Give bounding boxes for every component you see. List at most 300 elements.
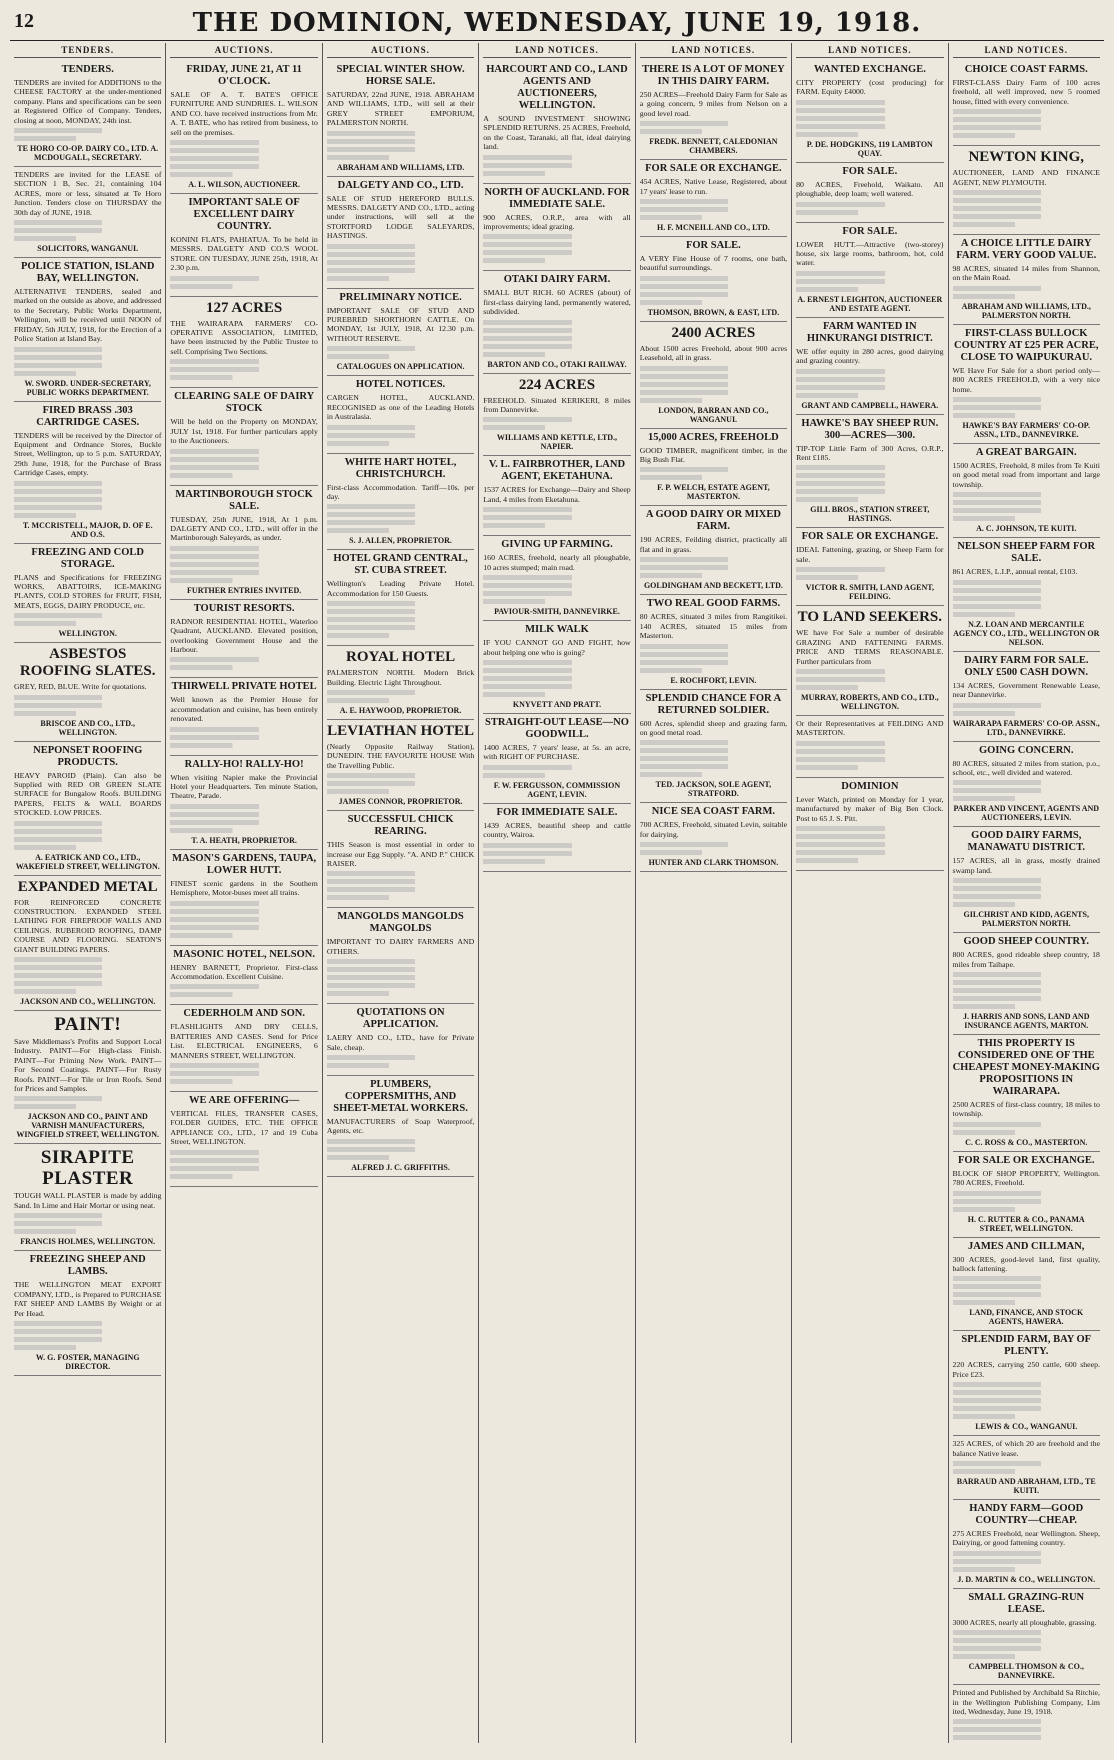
advertisement — [953, 1238, 1100, 1332]
ad-body-text: IDEAL Fattening, grazing, or Sheep Farm for sale. — [796, 545, 944, 564]
filler-line — [327, 354, 430, 359]
filler-line — [796, 132, 899, 137]
ad-body-text: VERTICAL FILES, TRANSFER CASES, FOLDER GUIDES, ETC. THE OFFICE APPLIANCE CO., LTD., 17 and 19 Cuba Street, WELLINGTON. — [170, 1109, 318, 1147]
ad-signature: GOLDINGHAM AND BECKETT, LTD. — [643, 581, 783, 591]
filler-line — [953, 1191, 1100, 1196]
ad-body-text: A VERY Fine House of 7 rooms, one bath, beautiful surroundings. — [639, 254, 788, 273]
ad-filler-lines — [640, 740, 787, 777]
filler-line — [327, 983, 474, 988]
ad-headline: EXPANDED METAL — [17, 878, 158, 895]
ad-filler-lines — [483, 417, 630, 430]
filler-line — [170, 554, 317, 559]
ad-signature: A. C. JOHNSON, TE KUITI. — [976, 524, 1077, 534]
filler-line — [796, 575, 899, 580]
filler-line — [14, 363, 161, 368]
filler-line — [327, 959, 474, 964]
ad-signature: ABRAHAM AND WILLIAMS, LTD. — [336, 162, 465, 172]
column-6 — [792, 43, 948, 1743]
ad-signature: A. E. HAYWOOD, PROPRIETOR. — [339, 705, 462, 715]
ad-headline: DALGETY AND CO., LTD. — [337, 179, 464, 191]
filler-line — [327, 698, 430, 703]
ad-body-text: 1400 ACRES, 7 years' lease, at 5s. an acre, with RIGHT OF PURCHASE. — [483, 742, 631, 762]
filler-line — [14, 1221, 161, 1226]
ad-signature: BRISCOE AND CO., LTD., WELLINGTON. — [40, 718, 136, 737]
filler-line — [953, 397, 1100, 402]
ad-filler-lines — [483, 155, 630, 176]
filler-line — [953, 796, 1056, 801]
filler-line — [953, 133, 1056, 138]
filler-line — [796, 210, 899, 215]
filler-line — [327, 617, 474, 622]
filler-line — [327, 633, 430, 638]
ad-filler-lines — [796, 369, 943, 398]
filler-line — [796, 124, 943, 129]
ad-headline: SPECIAL WINTER SHOW. HORSE SALE. — [336, 64, 465, 87]
ad-signature: MURRAY, ROBERTS, AND CO., LTD., WELLINGTON. — [801, 692, 939, 711]
columns-container — [10, 43, 1104, 1743]
ad-signature: HUNTER AND CLARK THOMSON. — [648, 858, 779, 868]
filler-line — [170, 1166, 317, 1171]
filler-line — [640, 652, 787, 657]
filler-line — [327, 433, 474, 438]
ad-filler-lines — [640, 557, 787, 578]
filler-line — [640, 366, 787, 371]
ad-signature: JACKSON AND CO., WELLINGTON. — [20, 997, 156, 1007]
ad-filler-lines — [170, 901, 317, 938]
ad-signature: KNYVETT AND PRATT. — [512, 699, 602, 709]
filler-line — [640, 842, 787, 847]
ad-body-text: TENDERS are invited for ADDITIONS to the CHEESE FACTORY at the under-mentioned company. Plans and specifications can be seen at Registered Office of Company. Tenders, closing at noon, MONDAY, 24th inst. — [14, 78, 162, 125]
ad-filler-lines — [953, 780, 1100, 801]
advertisement — [640, 506, 787, 595]
ad-body-text: THE WELLINGTON MEAT EXPORT COMPANY, LTD., is Prepared to PURCHASE FAT SHEEP AND LAMBS By Weight or at Per Head. — [14, 1280, 162, 1318]
ad-filler-lines — [327, 601, 474, 638]
filler-line — [14, 621, 117, 626]
column-5 — [636, 43, 792, 1743]
ad-headline: SMALL GRAZING-RUN LEASE. — [968, 1591, 1085, 1615]
advertisement — [327, 550, 474, 646]
filler-line — [796, 489, 943, 494]
filler-line — [483, 676, 630, 681]
advertisement — [953, 146, 1100, 235]
filler-line — [170, 449, 317, 454]
ad-filler-lines — [953, 109, 1100, 138]
filler-line — [14, 481, 161, 486]
filler-line — [953, 988, 1100, 993]
filler-line — [953, 405, 1100, 410]
filler-line — [640, 121, 787, 126]
ad-filler-lines — [170, 276, 317, 289]
ad-body-text: WE have For Sale a number of desirable GRAZING AND FATTENING FARMS. PRICE AND TERMS REASONABLE. Further particulars from — [796, 628, 944, 666]
filler-line — [170, 933, 273, 938]
filler-line — [953, 1004, 1056, 1009]
ad-headline: IMPORTANT SALE OF EXCELLENT DAIRY COUNTRY. — [188, 197, 300, 233]
ad-filler-lines — [170, 1063, 317, 1084]
advertisement — [953, 235, 1100, 325]
filler-line — [170, 992, 273, 997]
ad-filler-lines — [796, 826, 943, 863]
filler-line — [170, 1158, 317, 1163]
filler-line — [640, 467, 787, 472]
advertisement — [796, 778, 943, 871]
ad-filler-lines — [796, 669, 943, 690]
filler-line — [483, 425, 586, 430]
advertisement — [14, 643, 161, 741]
filler-line — [953, 206, 1100, 211]
column-4 — [479, 43, 635, 1743]
filler-line — [796, 685, 899, 690]
ad-signature: A. L. WILSON, AUCTIONEER. — [188, 180, 300, 190]
filler-line — [327, 1055, 474, 1060]
filler-line — [796, 385, 943, 390]
ad-body-text: 190 ACRES, Feilding district, practically all flat and in grass. — [639, 535, 788, 554]
ad-signature: W. G. FOSTER, MANAGING DIRECTOR. — [35, 1352, 140, 1371]
ad-headline: FRIDAY, JUNE 21, AT 11 O'CLOCK. — [186, 64, 302, 87]
ad-filler-lines — [170, 449, 317, 478]
filler-line — [796, 567, 943, 572]
ad-headline: FIRED BRASS .303 CARTRIDGE CASES. — [36, 404, 140, 428]
filler-line — [953, 972, 1100, 977]
advertisement — [327, 177, 474, 289]
ad-headline: MASON'S GARDENS, TAUPA, LOWER HUTT. — [172, 852, 317, 876]
ad-body-text: 157 ACRES, all in grass, mostly drained swamp land. — [952, 856, 1100, 875]
column-3 — [323, 43, 479, 1743]
filler-line — [170, 828, 273, 833]
ad-filler-lines — [327, 425, 474, 446]
filler-line — [327, 991, 430, 996]
filler-line — [327, 975, 474, 980]
ad-headline: SPLENDID FARM, BAY OF PLENTY. — [961, 1334, 1092, 1358]
advertisement — [640, 160, 787, 237]
ad-body-text: A SOUND INVESTMENT SHOWING SPLENDID RETURNS. 25 ACRES, Freehold, on the Coast, Taranaki, all flat, ideal dairying land. — [483, 114, 631, 152]
filler-line — [170, 1071, 317, 1076]
filler-line — [483, 328, 630, 333]
filler-line — [953, 117, 1100, 122]
filler-line — [953, 1469, 1056, 1474]
filler-line — [483, 523, 586, 528]
filler-line — [953, 1551, 1100, 1556]
ad-headline: TO LAND SEEKERS. — [797, 609, 942, 626]
filler-line — [14, 505, 161, 510]
ad-headline: HANDY FARM—GOOD COUNTRY—CHEAP. — [969, 1503, 1084, 1526]
filler-line — [170, 578, 273, 583]
filler-line — [640, 573, 743, 578]
advertisement — [640, 61, 787, 160]
ad-headline: SPLENDID CHANCE FOR A RETURNED SOLDIER. — [645, 692, 782, 716]
ad-body-text: 275 ACRES Freehold, near Wellington. Sheep, Dairying, or good fattening country. — [952, 1529, 1100, 1548]
ad-headline: 224 ACRES — [518, 376, 596, 393]
filler-line — [327, 260, 474, 265]
filler-line — [14, 845, 117, 850]
filler-line — [327, 609, 474, 614]
filler-line — [796, 842, 943, 847]
ad-body-text: CITY PROPERTY (cost producing) for FARM. Equity £4000. — [796, 78, 944, 97]
filler-line — [796, 465, 943, 470]
filler-line — [953, 1130, 1056, 1135]
ad-headline: LEVIATHAN HOTEL — [327, 722, 474, 739]
filler-line — [170, 743, 273, 748]
ad-body-text: WE Have For Sale for a short period only—800 ACRES FREEHOLD, with a very nice home. — [952, 365, 1100, 394]
filler-line — [483, 320, 630, 325]
ad-headline: TOURIST RESORTS. — [193, 602, 295, 614]
filler-line — [796, 749, 943, 754]
ad-filler-lines — [170, 359, 317, 380]
filler-line — [796, 850, 943, 855]
filler-line — [640, 292, 787, 297]
filler-line — [640, 756, 787, 761]
ad-headline: OTAKI DAIRY FARM. — [503, 274, 611, 286]
filler-line — [14, 1213, 161, 1218]
filler-line — [640, 199, 787, 204]
filler-line — [953, 1390, 1100, 1395]
filler-line — [483, 234, 630, 239]
filler-line — [170, 140, 317, 145]
filler-line — [170, 172, 273, 177]
ad-signature: LONDON, BARRAN AND CO., WANGANUI. — [658, 405, 769, 424]
filler-line — [483, 155, 630, 160]
ad-filler-lines — [953, 1461, 1100, 1474]
ad-body-text: 3000 ACRES, nearly all ploughable, grassing. — [952, 1617, 1097, 1627]
filler-line — [953, 588, 1100, 593]
filler-line — [170, 657, 317, 662]
advertisement — [796, 163, 943, 223]
ad-filler-lines — [483, 507, 630, 528]
filler-line — [953, 1398, 1100, 1403]
advertisement — [953, 652, 1100, 742]
filler-line — [483, 417, 630, 422]
filler-line — [483, 668, 630, 673]
ad-filler-lines — [953, 1191, 1100, 1212]
ad-body-text: Lever Watch, printed on Monday for 1 year, manufactured by maker of Big Ben Clock. Post to 65 J. S. Pitt. — [796, 794, 944, 823]
ad-filler-lines — [327, 773, 474, 794]
ad-signature: W. SWORD. UNDER-SECRETARY, PUBLIC WORKS DEPARTMENT. — [24, 378, 151, 397]
filler-line — [953, 604, 1100, 609]
filler-line — [953, 703, 1100, 708]
ad-filler-lines — [327, 690, 474, 703]
ad-body-text: 80 ACRES, Freehold, Waikato. All ploughable, deep loam; well watered. — [796, 179, 944, 199]
ad-body-text: GREY, RED, BLUE. Write for quotations. — [14, 682, 147, 692]
ad-body-text: 300 ACRES, good-level land, first quality, ballock fattening. — [952, 1254, 1100, 1273]
page-number: 12 — [14, 10, 34, 32]
ad-headline: FOR IMMEDIATE SALE. — [496, 806, 618, 818]
ad-headline: SIRAPITE PLASTER — [40, 1147, 135, 1190]
advertisement — [170, 388, 317, 485]
filler-line — [483, 773, 586, 778]
filler-line — [14, 371, 117, 376]
advertisement — [170, 946, 317, 1006]
advertisement — [796, 61, 943, 163]
ad-headline: WE ARE OFFERING— — [189, 1095, 300, 1107]
ad-signature: ALFRED J. C. GRIFFITHS. — [351, 1162, 450, 1172]
ad-body-text: (Nearly Opposite Railway Station), DUNEDIN. THE FAVOURITE HOUSE With the Travelling Public. — [326, 741, 475, 770]
ad-signature: P. DE. HODGKINS, 119 LAMBTON QUAY. — [806, 139, 933, 158]
ad-filler-lines — [953, 1382, 1100, 1419]
ad-signature: THOMSON, BROWN, & EAST, LTD. — [647, 307, 780, 317]
filler-line — [953, 1461, 1100, 1466]
filler-line — [14, 973, 161, 978]
ad-body-text: HEAVY PAROID (Plain). Can also be Supplied with RED OR GREEN SLATE SURFACE for Bungalow Roofs. BUILDING PAPERS, FELTS & WALL BOARDS STOCKED. LOW PRICES. — [14, 770, 162, 818]
ad-body-text: FIRST-CLASS Dairy Farm of 100 acres freehold, all well improved, new 5 roomed house, fitted with every convenience. — [952, 78, 1100, 106]
ad-signature: WELLINGTON. — [58, 629, 117, 639]
ad-headline: A GREAT BARGAIN. — [975, 447, 1077, 459]
filler-line — [14, 1096, 161, 1101]
filler-line — [14, 1229, 117, 1234]
ad-body-text: 1439 ACRES, beautiful sheep and cattle country, Wairoa. — [483, 820, 631, 840]
ad-filler-lines — [640, 199, 787, 220]
ad-headline: TWO REAL GOOD FARMS. — [646, 598, 781, 610]
filler-line — [640, 398, 743, 403]
ad-headline: PRELIMINARY NOTICE. — [339, 291, 462, 303]
advertisement — [327, 1004, 474, 1076]
ad-signature: N.Z. LOAN AND MERCANTILE AGENCY CO., LTD., WELLINGTON OR NELSON. — [953, 619, 1100, 647]
ad-filler-lines — [796, 465, 943, 502]
filler-line — [14, 1345, 117, 1350]
filler-line — [796, 677, 943, 682]
filler-line — [640, 668, 743, 673]
advertisement — [796, 223, 943, 318]
ad-signature: ABRAHAM AND WILLIAMS, LTD., PALMERSTON NORTH. — [961, 301, 1091, 320]
ad-signature: CATALOGUES ON APPLICATION. — [336, 362, 465, 372]
filler-line — [14, 821, 161, 826]
ad-filler-lines — [327, 504, 474, 533]
filler-line — [327, 690, 474, 695]
ad-headline: 2400 ACRES — [671, 324, 756, 341]
ad-body-text: 250 ACRES—Freehold Dairy Farm for Sale as a going concern, 9 miles from Nelson on a good level road. — [639, 90, 788, 118]
ad-filler-lines — [796, 741, 943, 770]
ad-filler-lines — [953, 972, 1100, 1009]
ad-body-text: MANUFACTURERS of Soap Waterproof, Agents, etc. — [326, 1117, 475, 1136]
ad-body-text: FLASHLIGHTS AND DRY CELLS, BATTERIES AND CASES. Send for Price List. ELECTRICAL ENGINEERS, 6 MANNERS STREET, WELLINGTON. — [170, 1022, 318, 1060]
filler-line — [953, 886, 1100, 891]
filler-line — [796, 826, 943, 831]
filler-line — [14, 228, 161, 233]
filler-line — [953, 1406, 1100, 1411]
filler-line — [953, 1646, 1100, 1651]
ad-filler-lines — [953, 286, 1100, 299]
advertisement — [14, 1144, 161, 1251]
ad-signature: TED. JACKSON, SOLE AGENT, STRATFORD. — [655, 780, 772, 799]
ad-signature: BARTON AND CO., OTAKI RAILWAY. — [487, 359, 627, 369]
filler-line — [953, 1654, 1056, 1659]
ad-filler-lines — [327, 959, 474, 996]
filler-line — [953, 214, 1100, 219]
ad-headline: MARTINBOROUGH STOCK SALE. — [175, 488, 313, 512]
ad-filler-lines — [170, 140, 317, 177]
filler-line — [14, 513, 117, 518]
ad-headline: FREEZING AND COLD STORAGE. — [31, 546, 145, 570]
ad-signature: C. C. ROSS & CO., MASTERTON. — [965, 1137, 1088, 1147]
advertisement — [953, 61, 1100, 146]
ad-signature: F. P. WELCH, ESTATE AGENT, MASTERTON. — [657, 483, 770, 502]
filler-line — [953, 1276, 1100, 1281]
ad-body-text: PLANS and Specifications for FREEZING WORKS, ABATTOIRS, ICE-MAKING PLANTS, COLD STORES for FRUIT, FISH, MEATS, EGGS, DAIRY PRODUCE, etc. — [14, 572, 162, 610]
filler-line — [170, 284, 273, 289]
advertisement — [640, 429, 787, 507]
filler-line — [327, 1147, 474, 1152]
filler-line — [953, 580, 1100, 585]
ad-filler-lines — [327, 131, 474, 160]
ad-body-text: 1537 ACRES for Exchange—Dairy and Sheep Land, 4 miles from Eketahuna. — [483, 485, 631, 504]
filler-line — [640, 390, 787, 395]
advertisement — [640, 595, 787, 689]
filler-line — [796, 834, 943, 839]
ad-filler-lines — [14, 957, 161, 994]
column-2 — [166, 43, 322, 1743]
filler-line — [953, 1199, 1100, 1204]
advertisement — [327, 646, 474, 720]
filler-line — [640, 644, 787, 649]
filler-line — [327, 139, 474, 144]
filler-line — [327, 625, 474, 630]
ad-filler-lines — [953, 703, 1100, 716]
ad-signature: WILLIAMS AND KETTLE, LTD., NAPIER. — [496, 433, 618, 452]
filler-line — [14, 981, 161, 986]
ad-body-text: 134 ACRES, Government Renewable Lease, near Dannevirke. — [952, 680, 1100, 700]
filler-line — [327, 425, 474, 430]
ad-body-text: 220 ACRES, carrying 250 cattle, 600 sheep. Price £23. — [952, 1360, 1100, 1379]
ad-signature: GILL BROS., STATION STREET, HASTINGS. — [810, 505, 930, 524]
filler-line — [327, 147, 474, 152]
filler-line — [796, 116, 943, 121]
ad-headline: FOR SALE OR EXCHANGE. — [957, 1154, 1095, 1166]
filler-line — [640, 129, 743, 134]
filler-line — [953, 1382, 1100, 1387]
filler-line — [640, 207, 787, 212]
ad-body-text: THE WAIRARAPA FARMERS' CO-OPERATIVE ASSOCIATION, LIMITED, have been instructed by the Public Trustee to sell. Comprising Two Sections. — [170, 318, 318, 356]
filler-line — [327, 252, 474, 257]
filler-line — [170, 164, 317, 169]
advertisement — [14, 258, 161, 401]
ad-filler-lines — [170, 657, 317, 670]
ad-filler-lines — [640, 467, 787, 480]
ad-filler-lines — [953, 492, 1100, 521]
ad-body-text: 80 ACRES, situated 3 miles from Rangitikei. 140 ACRES, situated 15 miles from Masterton. — [639, 612, 788, 641]
ad-signature: J. HARRIS AND SONS, LAND AND INSURANCE AGENTS, MARTON. — [963, 1011, 1090, 1030]
advertisement — [483, 184, 630, 272]
filler-line — [483, 336, 630, 341]
ad-headline: TENDERS. — [61, 64, 114, 75]
filler-line — [953, 1638, 1100, 1643]
ad-body-text: 861 ACRES, L.I.P., annual rental, £103. — [952, 567, 1078, 577]
ad-headline: HARCOURT AND CO., LAND AGENTS AND AUCTIONEERS, WELLINGTON. — [486, 64, 628, 111]
advertisement — [953, 1035, 1100, 1152]
advertisement — [483, 536, 630, 621]
ad-filler-lines — [170, 727, 317, 748]
ad-body-text: 80 ACRES, situated 2 miles from station, p.o., school, etc., well divided and watered. — [952, 758, 1100, 777]
filler-line — [640, 374, 787, 379]
ad-body-text: BLOCK OF SHOP PROPERTY, Wellington. 780 ACRES, Freehold. — [952, 1168, 1100, 1188]
ad-body-text: FREEHOLD. Situated KERIKERI, 8 miles from Dannevirke. — [483, 395, 631, 415]
ad-headline: GOING CONCERN. — [978, 744, 1074, 756]
filler-line — [796, 481, 943, 486]
advertisement — [640, 803, 787, 872]
filler-line — [170, 735, 317, 740]
filler-line — [796, 271, 943, 276]
ad-headline: 15,000 ACRES, FREEHOLD — [648, 431, 779, 443]
ad-headline: HOTEL GRAND CENTRAL, ST. CUBA STREET. — [333, 553, 468, 577]
filler-line — [483, 843, 630, 848]
filler-line — [170, 570, 317, 575]
filler-line — [483, 684, 630, 689]
filler-line — [640, 850, 743, 855]
ad-body-text: Will be held on the Property on MONDAY, JULY 1st, 1918. For further particulars apply to the Auctioneers. — [170, 417, 318, 446]
filler-line — [483, 591, 630, 596]
advertisement — [170, 297, 317, 389]
ad-body-text: RADNOR RESIDENTIAL HOTEL, Waterloo Quadrant, AUCKLAND. Elevated position, overlooking Government House and the Harbour. — [170, 616, 318, 654]
ad-headline: FARM WANTED IN HINKURANGI DISTRICT. — [806, 320, 933, 344]
filler-line — [14, 355, 161, 360]
ad-headline: THIS PROPERTY IS CONSIDERED ONE OF THE CHEAPEST MONEY-MAKING PROPOSITIONS IN WAIRARAPA. — [952, 1037, 1100, 1097]
